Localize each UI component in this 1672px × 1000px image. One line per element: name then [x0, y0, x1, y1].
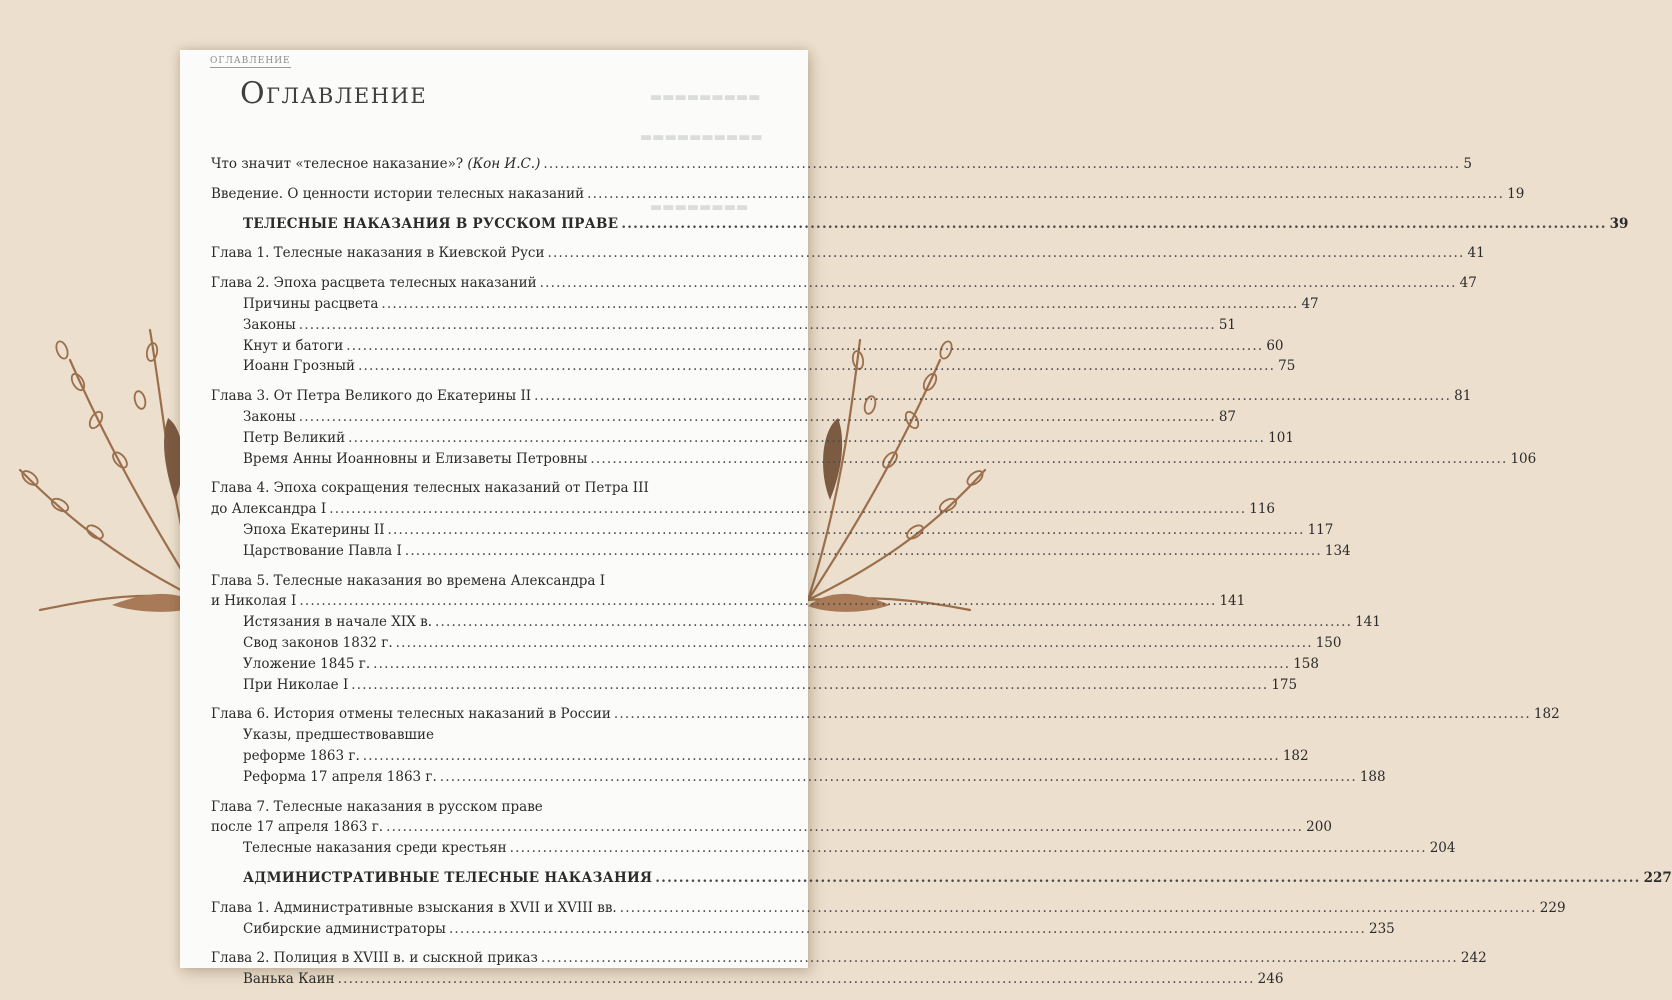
toc-subentry: Ванька Каин ..... 246: [211, 969, 791, 990]
toc-subentry: Царствование Павла I ..... 134: [211, 541, 791, 562]
toc-chapter: Глава 1. Административные взыскания в XVII и XVIII вв. ..... 229: [211, 898, 791, 919]
toc-entry: Что значит «телесное наказание»? (Кон И.С.) ..... 5: [211, 154, 791, 175]
toc-chapter-line2: и Николая I ..... 141: [211, 591, 791, 612]
toc-subentry-line1: Указы, предшествовавшие: [243, 727, 434, 744]
toc-subentry: Реформа 17 апреля 1863 г. ..... 188: [211, 767, 791, 788]
toc-subentry: Законы ..... 87: [211, 407, 791, 428]
toc-chapter: Глава 2. Эпоха расцвета телесных наказаний ..... 47: [211, 273, 791, 294]
toc-subentry: Иоанн Грозный ..... 75: [211, 356, 791, 377]
page-title: Оглавление: [240, 76, 428, 111]
toc-part-heading: АДМИНИСТРАТИВНЫЕ ТЕЛЕСНЫЕ НАКАЗАНИЯ ..... 227: [211, 868, 791, 889]
bleed-through-text: ▬▬▬▬▬▬▬▬▬: [650, 90, 761, 105]
toc-subentry: Причины расцвета ..... 47: [211, 294, 791, 315]
toc-chapter: Глава 3. От Петра Великого до Екатерины II ..... 81: [211, 386, 791, 407]
toc-chapter: Глава 1. Телесные наказания в Киевской Руси ..... 41: [211, 243, 791, 264]
toc-chapter-line2: до Александра I ..... 116: [211, 499, 791, 520]
toc-chapter-line1: Глава 7. Телесные наказания в русском праве: [211, 798, 543, 815]
toc-chapter-line1: Глава 5. Телесные наказания во времена Александра I: [211, 572, 606, 589]
toc-chapter-line1: Глава 4. Эпоха сокращения телесных наказаний от Петра III: [211, 480, 649, 497]
toc-entry: Введение. О ценности истории телесных наказаний ..... 19: [211, 184, 791, 205]
toc-subentry-line2: реформе 1863 г. ..... 182: [211, 746, 791, 767]
toc-subentry: Время Анны Иоанновны и Елизаветы Петровны ..... 106: [211, 449, 791, 470]
book-page: ▬▬▬▬▬▬▬▬▬ ▬▬▬▬▬▬▬▬▬▬ ▬▬▬▬▬▬▬▬ ОГЛАВЛЕНИЕ Оглавление Что значит «телесное наказание»? (Кон И.С.) ..... 5 Введение. О ценности истории телесных наказаний ..... 19 ТЕЛЕСНЫЕ НАКАЗАНИЯ В РУССКОМ ПРАВЕ ..... 39 Глава 1. Телесные наказания в Киевской Руси ..... 41 Глава 2. Эпоха расцвета телесных наказаний ..... 47 Причины расцвета ..... 47 Законы ..... 51 Кнут и батоги ..... 60 Иоанн Грозный ..... 75 Глава 3. От Петра Великого до Екатерины II ..... 81 Законы ..... 87 Петр Великий ..... 101 Время Анны Иоанновны и Елизаветы Петровны ..... 106 Глава 4. Эпоха сокращения телесных наказаний от Петра III до Александра I ..... 116 Эпоха Екатерины II ..... 117 Царствование Павла I ..... 134 Глава 5. Телесные наказания во времена Александра I и Николая I ..... 141 Истязания в начале XIX в. ..... 141 Свод законов 1832 г. ..... 150 Уложение 1845 г. ..... 158 При Николае I ..... 175 Глава 6. История отмены телесных наказаний в России ..... 182 Указы, предшествовавшие реформе 1863 г. ..... 182 Реформа 17 апреля 1863 г. ..... 188 Глава 7. Телесные наказания в русском праве после 17 апреля 1863 г. ..... 200 Телесные наказания среди крестьян ..... 204 АДМИНИСТРАТИВНЫЕ ТЕЛЕСНЫЕ НАКАЗАНИЯ ..... 227 Глава 1. Административные взыскания в XVII и XVIII вв. ..... 229 Сибирские администраторы ..... 235 Глава 2. Полиция в XVIII в. и сыскной приказ ..... 242 Ванька Каин ..... 246: [180, 50, 808, 968]
toc-subentry: При Николае I ..... 175: [211, 675, 791, 696]
running-header: ОГЛАВЛЕНИЕ: [210, 56, 291, 66]
toc-subentry: Свод законов 1832 г. ..... 150: [211, 633, 791, 654]
toc-part-heading: ТЕЛЕСНЫЕ НАКАЗАНИЯ В РУССКОМ ПРАВЕ ..... 39: [211, 214, 791, 235]
toc-subentry: Истязания в начале XIX в. ..... 141: [211, 612, 791, 633]
toc-subentry: Кнут и батоги ..... 60: [211, 336, 791, 357]
toc-chapter-line2: после 17 апреля 1863 г. ..... 200: [211, 817, 791, 838]
toc-subentry: Уложение 1845 г. ..... 158: [211, 654, 791, 675]
toc-subentry: Сибирские администраторы ..... 235: [211, 919, 791, 940]
toc-chapter: Глава 6. История отмены телесных наказаний в России ..... 182: [211, 704, 791, 725]
toc-subentry: Телесные наказания среди крестьян ..... 204: [211, 838, 791, 859]
toc-subentry: Петр Великий ..... 101: [211, 428, 791, 449]
toc-subentry: Законы ..... 51: [211, 315, 791, 336]
toc-chapter: Глава 2. Полиция в XVIII в. и сыскной приказ ..... 242: [211, 948, 791, 969]
toc-subentry: Эпоха Екатерины II ..... 117: [211, 520, 791, 541]
